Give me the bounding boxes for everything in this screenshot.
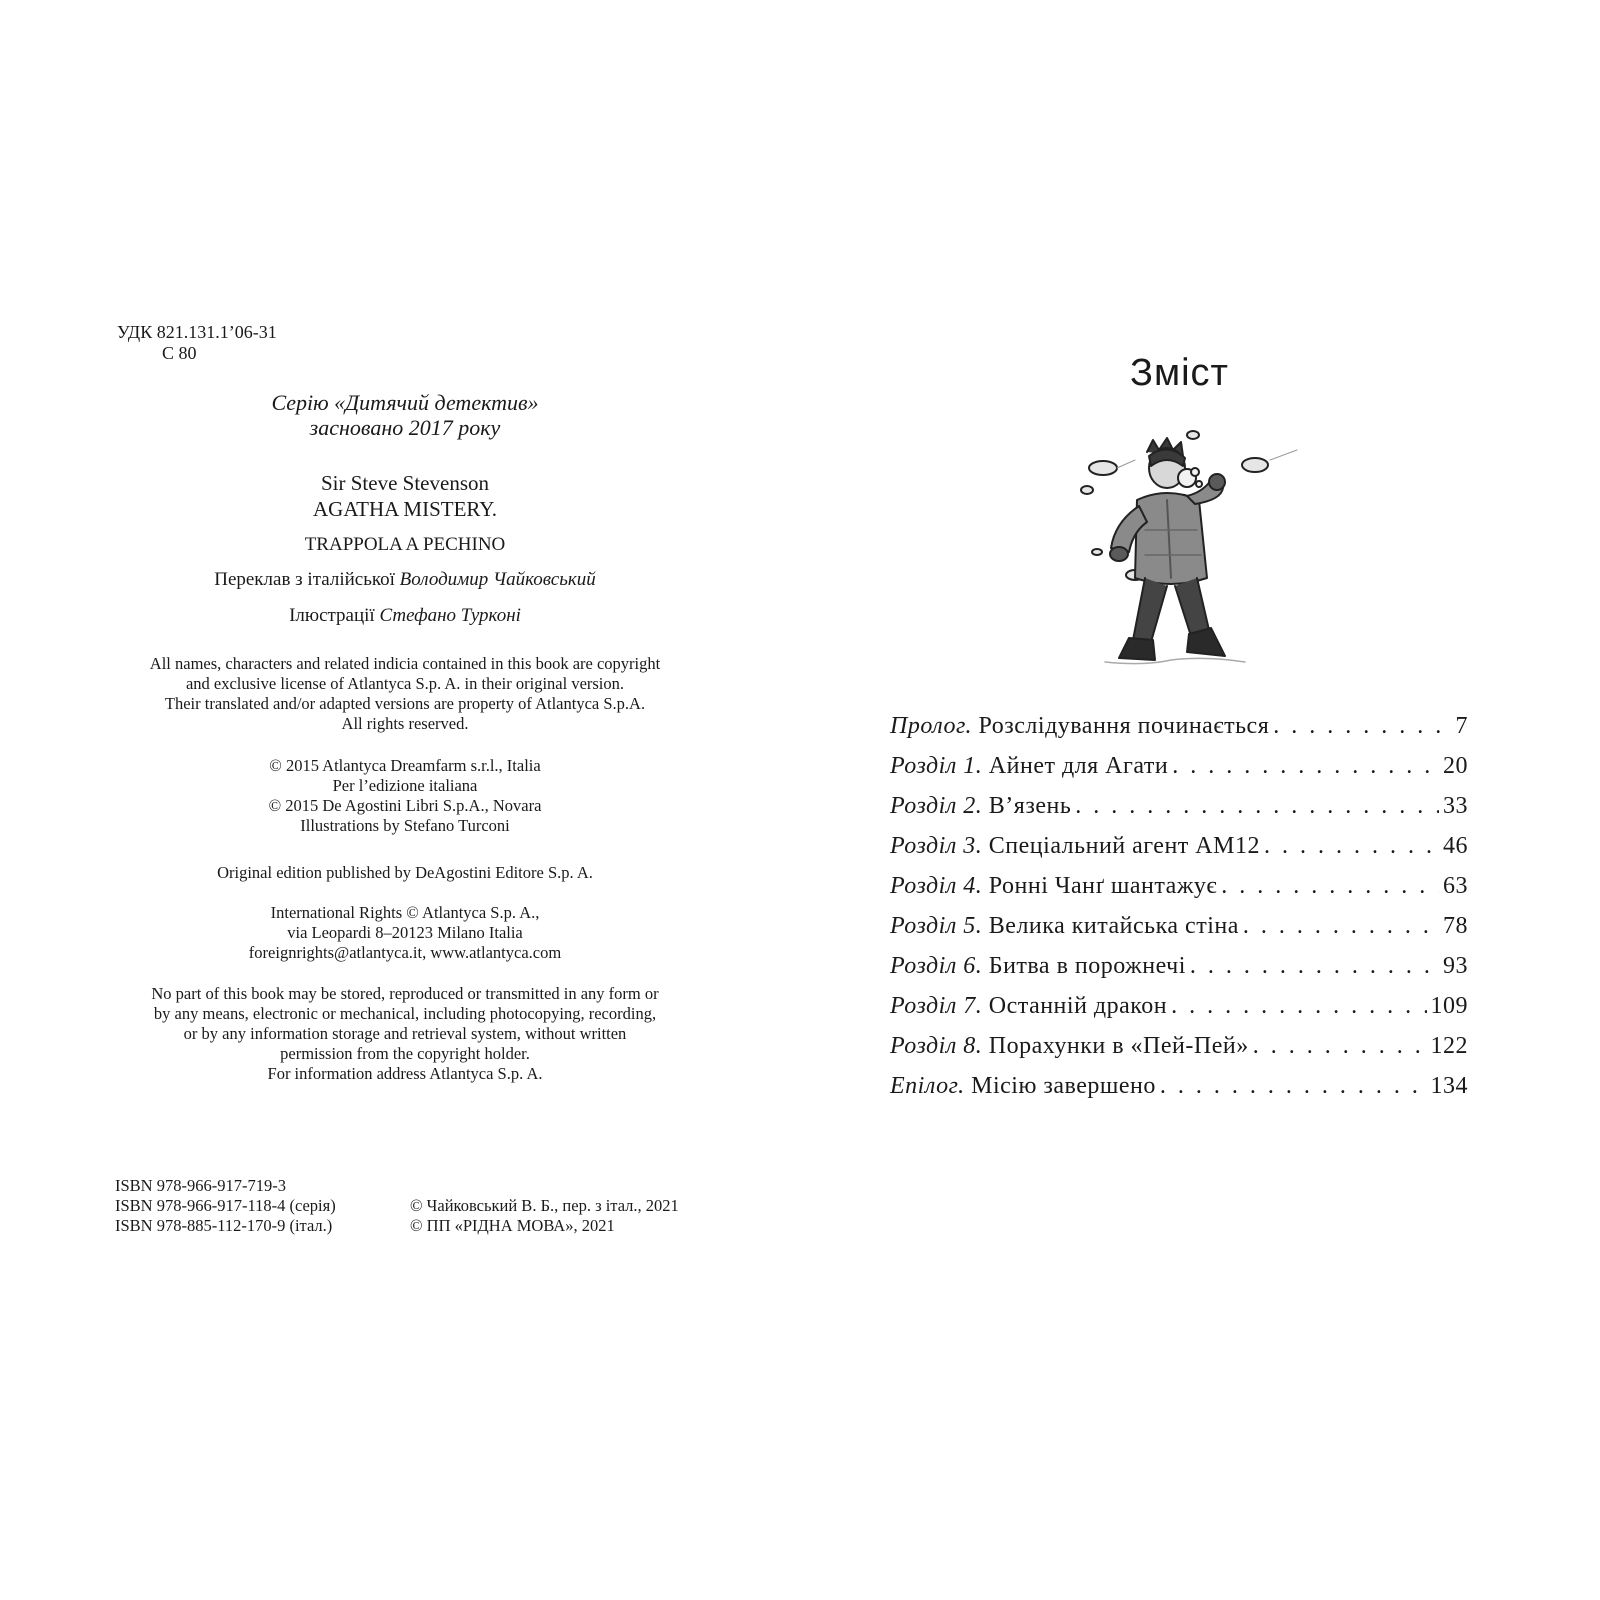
udk-code: С 80 (162, 343, 197, 363)
translator-prefix: Переклав з італійської (214, 569, 395, 590)
toc-entry-label: Розділ 1. (890, 753, 983, 779)
copyright-line: © ПП «РІДНА МОВА», 2021 (410, 1216, 615, 1235)
rights-line: by any means, electronic or mechanical, including photocopying, recording, (153, 1004, 657, 1023)
rights-line: foreignrights@atlantyca.it, www.atlantyca.com (248, 943, 562, 962)
boy-in-snowball-fight-illustration-icon (1075, 430, 1315, 680)
toc-entry-page: 63 (1443, 873, 1468, 899)
toc-entry-title: В’язень (988, 793, 1072, 819)
rights-line: International Rights © Atlantyca S.p. A., (270, 903, 540, 922)
rights-line: Illustrations by Stefano Turconi (300, 816, 510, 835)
illustrator-name: Стефано Турконі (379, 605, 521, 626)
isbn-list (115, 1176, 336, 1236)
rights-line: All rights reserved. (341, 714, 469, 733)
toc-entry[interactable] (890, 1073, 1468, 1113)
toc-entry-label: Розділ 4. (890, 873, 983, 899)
rights-line: permission from the copyright holder. (280, 1044, 530, 1063)
toc-entry[interactable] (890, 993, 1468, 1033)
toc-entry-page: 46 (1443, 833, 1468, 859)
toc-entry-title: Порахунки в «Пей-Пей» (988, 1033, 1249, 1059)
table-of-contents (890, 713, 1468, 1113)
isbn-line: ISBN 978-966-917-118-4 (серія) (115, 1196, 336, 1215)
toc-entry[interactable] (890, 913, 1468, 953)
toc-entry-page: 134 (1430, 1073, 1468, 1099)
author-name: Sir Steve Stevenson (321, 471, 489, 495)
toc-leader-dots (1190, 953, 1439, 980)
udk-line: УДК 821.131.1’06-31 (117, 322, 277, 342)
translator-name: Володимир Чайковський (399, 569, 596, 590)
toc-entry-label: Розділ 3. (890, 833, 983, 859)
series-info (115, 390, 695, 440)
copyright-list (410, 1196, 679, 1236)
toc-entry-title: Останній дракон (988, 993, 1168, 1019)
toc-entry-label: Розділ 2. (890, 793, 983, 819)
rights-block (115, 984, 695, 1084)
toc-entry-page: 109 (1430, 993, 1468, 1019)
book-title: AGATHA MISTERY. (313, 497, 497, 521)
toc-entry-title: Велика китайська стіна (988, 913, 1239, 939)
rights-block (115, 654, 695, 734)
toc-entry-page: 7 (1455, 713, 1468, 739)
rights-block (115, 863, 695, 883)
toc-entry-page: 78 (1443, 913, 1468, 939)
toc-entry-page: 93 (1443, 953, 1468, 979)
toc-entry-title: Спеціальний агент АМ12 (988, 833, 1260, 859)
rights-block (115, 903, 695, 963)
toc-title: Зміст (1130, 352, 1229, 394)
toc-leader-dots (1243, 913, 1439, 940)
book-subtitle: TRAPPOLA A PECHINO (304, 534, 506, 555)
series-line: засновано 2017 року (309, 415, 501, 440)
toc-entry[interactable] (890, 713, 1468, 753)
udk-block (117, 322, 277, 364)
toc-leader-dots (1253, 1033, 1427, 1060)
toc-entry-label: Розділ 7. (890, 993, 983, 1019)
rights-line: and exclusive license of Atlantyca S.p. A. in their original version. (185, 674, 625, 693)
toc-entry-label: Розділ 5. (890, 913, 983, 939)
toc-entry-title: Битва в порожнечі (988, 953, 1186, 979)
toc-leader-dots (1160, 1073, 1427, 1100)
isbn-line: ISBN 978-885-112-170-9 (італ.) (115, 1216, 333, 1235)
toc-leader-dots (1221, 873, 1439, 900)
toc-entry-label: Розділ 8. (890, 1033, 983, 1059)
rights-line: Their translated and/or adapted versions are property of Atlantyca S.p.A. (164, 694, 646, 713)
toc-entry-page: 33 (1443, 793, 1468, 819)
toc-entry-title: Айнет для Агати (988, 753, 1169, 779)
rights-line: © 2015 Atlantyca Dreamfarm s.r.l., Italia (269, 756, 541, 775)
toc-entry-title: Розслідування починається (978, 713, 1270, 739)
rights-line: Per l’edizione italiana (332, 776, 478, 795)
series-line: Серію «Дитячий детектив» (271, 390, 539, 415)
toc-entry[interactable] (890, 953, 1468, 993)
toc-entry-page: 122 (1430, 1033, 1468, 1059)
toc-leader-dots (1075, 793, 1439, 820)
toc-entry-title: Ронні Чанґ шантажує (988, 873, 1218, 899)
toc-entry-label: Пролог. (890, 713, 973, 739)
isbn-line: ISBN 978-966-917-719-3 (115, 1176, 286, 1195)
rights-line: For information address Atlantyca S.p. A. (267, 1064, 543, 1083)
toc-leader-dots (1273, 713, 1444, 740)
rights-line: or by any information storage and retrieval system, without written (183, 1024, 627, 1043)
rights-block (115, 756, 695, 836)
toc-entry[interactable] (890, 793, 1468, 833)
toc-leader-dots (1171, 993, 1426, 1020)
toc-entry-label: Епілог. (890, 1073, 965, 1099)
toc-entry-title: Місію завершено (971, 1073, 1156, 1099)
toc-entry[interactable] (890, 753, 1468, 793)
rights-line: All names, characters and related indicia contained in this book are copyright (149, 654, 661, 673)
book-credits (115, 470, 695, 522)
illustrator-prefix: Ілюстрації (289, 605, 375, 626)
rights-line: via Leopardi 8–20123 Milano Italia (287, 923, 523, 942)
toc-leader-dots (1264, 833, 1439, 860)
rights-line: Original edition published by DeAgostini Editore S.p. A. (217, 863, 593, 882)
rights-line: © 2015 De Agostini Libri S.p.A., Novara (268, 796, 542, 815)
toc-entry[interactable] (890, 1033, 1468, 1073)
toc-entry-page: 20 (1443, 753, 1468, 779)
rights-line: No part of this book may be stored, reproduced or transmitted in any form or (151, 984, 659, 1003)
illustrator-credit (115, 605, 695, 627)
toc-entry[interactable] (890, 873, 1468, 913)
toc-entry[interactable] (890, 833, 1468, 873)
copyright-line: © Чайковський В. Б., пер. з італ., 2021 (410, 1196, 679, 1215)
toc-entry-label: Розділ 6. (890, 953, 983, 979)
toc-leader-dots (1172, 753, 1439, 780)
translator-credit (115, 569, 695, 591)
